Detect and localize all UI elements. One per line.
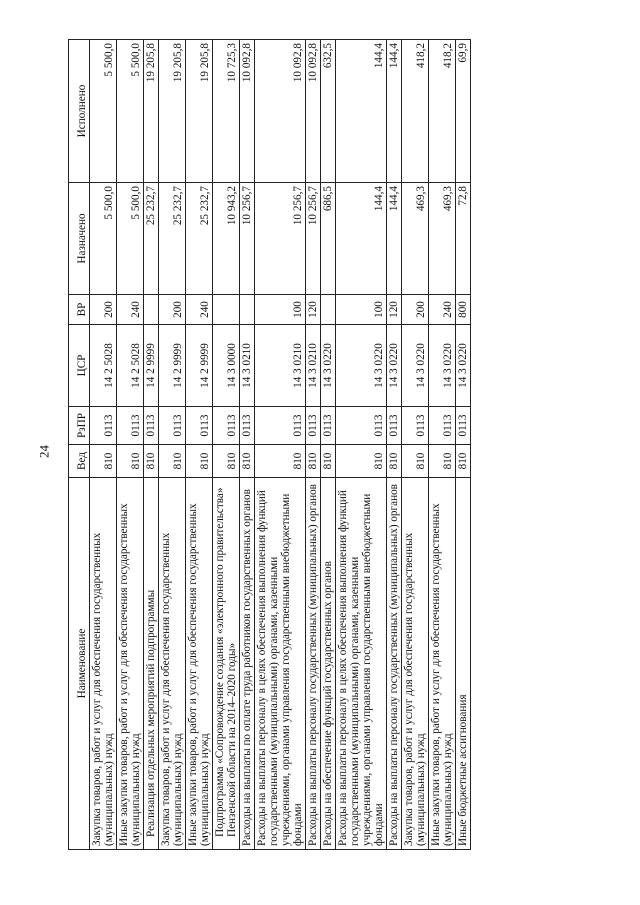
cell-naznacheno: 469,3 [402, 183, 429, 295]
cell-name: Расходы на обеспечение функций государственных органов [321, 478, 336, 850]
cell-csr: 14 2 5028 [90, 325, 117, 407]
cell-ispolneno: 10 092,8 [240, 40, 255, 183]
cell-vr: 100 [255, 295, 306, 325]
cell-naznacheno: 686,5 [321, 183, 336, 295]
cell-name: Закупка товаров, работ и услуг для обеспечения государственных (муниципальных) нужд [90, 478, 117, 850]
cell-ispolneno: 418,2 [402, 40, 429, 183]
cell-csr: 14 2 9999 [144, 325, 159, 407]
cell-name: Расходы на выплаты персоналу в целях обеспечения выполнения функций государственными (муниципальными) органами, казенными учреждениями, органами управления государственными внебюджетными фондами [255, 478, 306, 850]
cell-ispolneno: 5 500,0 [90, 40, 117, 183]
cell-naznacheno: 25 232,7 [186, 183, 213, 295]
cell-ved: 810 [402, 445, 429, 478]
cell-name: Расходы на выплаты персоналу государственных (муниципальных) органов [306, 478, 321, 850]
cell-rzpr: 0113 [144, 407, 159, 445]
cell-csr: 14 3 0220 [336, 325, 387, 407]
cell-name: Расходы на выплаты персоналу в целях обеспечения выполнения функций государственными (муниципальными) органами, казенными учреждениями, органами управления государственными внебюджетными фондами [336, 478, 387, 850]
cell-csr: 14 3 0220 [402, 325, 429, 407]
cell-csr: 14 3 0220 [429, 325, 456, 407]
cell-rzpr: 0113 [321, 407, 336, 445]
cell-ispolneno: 10 092,8 [306, 40, 321, 183]
header-rzpr: РзПР [69, 407, 90, 445]
cell-naznacheno: 469,3 [429, 183, 456, 295]
cell-rzpr: 0113 [213, 407, 240, 445]
cell-naznacheno: 5 500,0 [90, 183, 117, 295]
cell-ispolneno: 10 725,3 [213, 40, 240, 183]
rotated-table-wrapper [68, 40, 573, 850]
table-row [240, 40, 255, 850]
table-row [90, 40, 117, 850]
cell-rzpr: 0113 [336, 407, 387, 445]
cell-naznacheno: 25 232,7 [159, 183, 186, 295]
cell-vr: 100 [336, 295, 387, 325]
cell-name: Закупка товаров, работ и услуг для обеспечения государственных (муниципальных) нужд [159, 478, 186, 850]
cell-ispolneno: 19 205,8 [159, 40, 186, 183]
cell-vr [144, 295, 159, 325]
cell-ispolneno: 418,2 [429, 40, 456, 183]
cell-ispolneno: 5 500,0 [117, 40, 144, 183]
cell-naznacheno: 72,8 [456, 183, 471, 295]
cell-ved: 810 [90, 445, 117, 478]
cell-naznacheno: 144,4 [387, 183, 402, 295]
table-row [321, 40, 336, 850]
cell-csr: 14 2 5028 [117, 325, 144, 407]
cell-name: Закупка товаров, работ и услуг для обеспечения государственных (муниципальных) нужд [402, 478, 429, 850]
cell-csr: 14 3 0220 [387, 325, 402, 407]
cell-rzpr: 0113 [90, 407, 117, 445]
cell-rzpr: 0113 [240, 407, 255, 445]
cell-ispolneno: 69,9 [456, 40, 471, 183]
cell-csr: 14 3 0210 [306, 325, 321, 407]
cell-name: Реализация отдельных мероприятий подпрограммы [144, 478, 159, 850]
cell-rzpr: 0113 [159, 407, 186, 445]
cell-naznacheno: 5 500,0 [117, 183, 144, 295]
cell-name: Иные закупки товаров, работ и услуг для обеспечения государственных (муниципальных) нужд [186, 478, 213, 850]
cell-name: Иные бюджетные ассигнования [456, 478, 471, 850]
table-header-row [69, 40, 90, 850]
cell-ved: 810 [255, 445, 306, 478]
cell-vr: 120 [306, 295, 321, 325]
cell-naznacheno: 10 256,7 [306, 183, 321, 295]
header-name: Наименование [69, 478, 90, 850]
cell-vr: 200 [159, 295, 186, 325]
cell-naznacheno: 10 256,7 [240, 183, 255, 295]
cell-name: Расходы на выплаты по оплате труда работников государственных органов [240, 478, 255, 850]
cell-ved: 810 [336, 445, 387, 478]
cell-vr: 200 [90, 295, 117, 325]
cell-vr: 240 [117, 295, 144, 325]
cell-ispolneno: 10 092,8 [255, 40, 306, 183]
table-row [117, 40, 144, 850]
cell-ved: 810 [429, 445, 456, 478]
cell-vr [240, 295, 255, 325]
table-row [402, 40, 429, 850]
cell-ispolneno: 19 205,8 [186, 40, 213, 183]
table-row [336, 40, 387, 850]
cell-csr: 14 3 0210 [240, 325, 255, 407]
header-naznacheno: Назначено [69, 183, 90, 295]
cell-ispolneno: 19 205,8 [144, 40, 159, 183]
cell-ved: 810 [306, 445, 321, 478]
cell-ved: 810 [186, 445, 213, 478]
cell-naznacheno: 25 232,7 [144, 183, 159, 295]
cell-ispolneno: 144,4 [387, 40, 402, 183]
table-row [429, 40, 456, 850]
cell-ved: 810 [159, 445, 186, 478]
cell-vr: 120 [387, 295, 402, 325]
cell-ved: 810 [213, 445, 240, 478]
cell-csr: 14 3 0000 [213, 325, 240, 407]
cell-name: Подпрограмма «Сопровождение создания «электронного правительства» Пензенской области на 2014–2020 годы» [213, 478, 240, 850]
cell-ved: 810 [144, 445, 159, 478]
cell-naznacheno: 144,4 [336, 183, 387, 295]
table-row [387, 40, 402, 850]
cell-naznacheno: 10 943,2 [213, 183, 240, 295]
cell-ved: 810 [456, 445, 471, 478]
cell-vr [213, 295, 240, 325]
cell-vr: 240 [186, 295, 213, 325]
cell-rzpr: 0113 [255, 407, 306, 445]
cell-rzpr: 0113 [402, 407, 429, 445]
table-row [306, 40, 321, 850]
cell-rzpr: 0113 [117, 407, 144, 445]
table-row [159, 40, 186, 850]
cell-csr: 14 3 0220 [321, 325, 336, 407]
cell-name: Иные закупки товаров, работ и услуг для обеспечения государственных (муниципальных) нужд [117, 478, 144, 850]
cell-vr: 200 [402, 295, 429, 325]
cell-rzpr: 0113 [387, 407, 402, 445]
budget-table [68, 39, 471, 850]
cell-csr: 14 2 9999 [159, 325, 186, 407]
cell-ispolneno: 632,5 [321, 40, 336, 183]
page-number: 24 [36, 445, 52, 458]
table-row [456, 40, 471, 850]
cell-naznacheno: 10 256,7 [255, 183, 306, 295]
cell-vr: 240 [429, 295, 456, 325]
cell-ispolneno: 144,4 [336, 40, 387, 183]
table-row [255, 40, 306, 850]
cell-ved: 810 [321, 445, 336, 478]
table-row [186, 40, 213, 850]
cell-rzpr: 0113 [306, 407, 321, 445]
header-vr: ВР [69, 295, 90, 325]
cell-csr: 14 3 0210 [255, 325, 306, 407]
cell-name: Иные закупки товаров, работ и услуг для обеспечения государственных (муниципальных) нужд [429, 478, 456, 850]
cell-rzpr: 0113 [186, 407, 213, 445]
cell-name: Расходы на выплаты персоналу государственных (муниципальных) органов [387, 478, 402, 850]
cell-vr: 800 [456, 295, 471, 325]
cell-rzpr: 0113 [429, 407, 456, 445]
cell-csr: 14 2 9999 [186, 325, 213, 407]
table-row [144, 40, 159, 850]
cell-ved: 810 [117, 445, 144, 478]
table-row [213, 40, 240, 850]
header-csr: ЦСР [69, 325, 90, 407]
cell-ved: 810 [387, 445, 402, 478]
cell-vr [321, 295, 336, 325]
cell-csr: 14 3 0220 [456, 325, 471, 407]
cell-ved: 810 [240, 445, 255, 478]
cell-rzpr: 0113 [456, 407, 471, 445]
header-ispolneno: Исполнено [69, 40, 90, 183]
header-ved: Вед [69, 445, 90, 478]
